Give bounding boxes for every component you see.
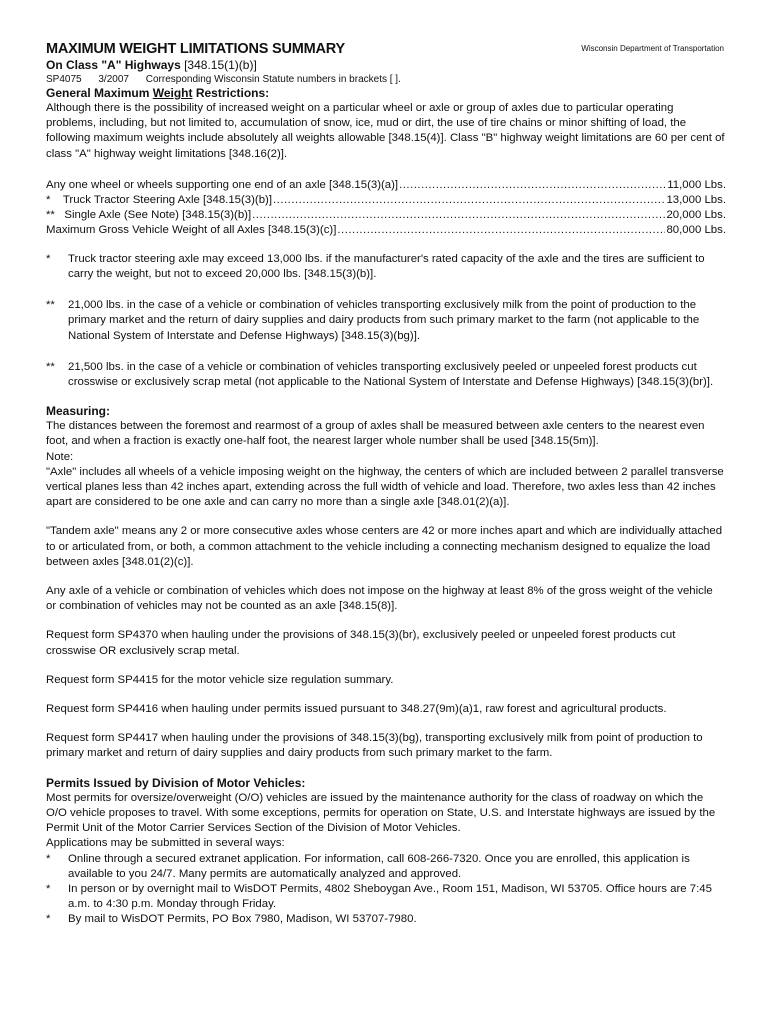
limit-row: * Truck Tractor Steering Axle [348.15(3)(b)] ..... 13,000 Lbs.: [46, 193, 726, 208]
form-meta: [46, 73, 726, 86]
limit-row: ** Single Axle (See Note) [348.15(3)(b)] ..... 20,000 Lbs.: [46, 208, 726, 223]
axle-definition: "Axle" includes all wheels of a vehicle imposing weight on the highway, the centers of which are included between 2 parallel transverse vertical planes less than 42 inches apart, extending across the full width of vehicle and load. Therefore, two axles less than 42 inches apart are considered to be one axle and can carry no more than a single axle [348.01(2)(a)].: [46, 465, 724, 509]
general-heading: General Maximum Weight Restrictions:: [46, 86, 270, 100]
note-milk: ** 21,000 lbs. in the case of a vehicle or combination of vehicles transporting exclusively milk from the point of production to the primary market and the return of dairy supplies and dairy products from such primary market to the farm (not applicable to the National System of Interstate and Defense Highways) [348.15(3)(bg)].: [46, 299, 700, 342]
request-sp4370: Request form SP4370 when hauling under the provisions of 348.15(3)(br), exclusively peeled or unpeeled forest products cut crosswise OR exclusively scrap metal.: [46, 629, 676, 657]
tandem-definition: "Tandem axle" means any 2 or more consecutive axles whose centers are 42 or more inches apart and which are individually attached to or articulated from, or both, a common attachment to the vehicle including a connecting mechanism designed to equalize the load between axles [348.01(2)(c)].: [46, 525, 723, 568]
statute-note: Corresponding Wisconsin Statute numbers in brackets [ ].: [145, 74, 401, 85]
permits-heading: Permits Issued by Division of Motor Vehicles:: [46, 775, 306, 790]
note-steering: * Truck tractor steering axle may exceed 13,000 lbs. if the manufacturer's rated capacity of the axle and the tires are sufficient to carry the weight, but not to exceed 20,000 lbs. [348.15(3)(b)].: [46, 252, 705, 281]
request-sp4417: Request form SP4417 when hauling under the provisions of 348.15(3)(bg), transporting exclusively milk from point of production to primary market and return of dairy supplies and dairy products from such primary market to the farm.: [46, 732, 703, 760]
request-sp4415: Request form SP4415 for the motor vehicle size regulation summary.: [46, 673, 394, 686]
permits-ways: Applications may be submitted in several ways:: [46, 837, 285, 850]
measuring-heading: Measuring:: [46, 404, 111, 419]
limit-row: Maximum Gross Vehicle Weight of all Axles [348.15(3)(c)] ..... 80,000 Lbs.: [46, 223, 726, 238]
note-label: Note:: [46, 450, 74, 463]
any-axle-text: Any axle of a vehicle or combination of vehicles which does not impose on the highway at least 8% of the gross weight of the vehicle or combination of vehicles may not be counted as an axle [348.15(8)].: [46, 585, 713, 613]
page-title: MAXIMUM WEIGHT LIMITATIONS SUMMARY: [46, 41, 346, 57]
permit-way-item: * Online through a secured extranet application. For information, call 608-266-7320. Once you are enrolled, this application is available to you 24/7. Many permits are automatically analyzed and approved.: [46, 852, 690, 880]
request-sp4416: Request form SP4416 when hauling under permits issued pursuant to 348.27(9m)(a)1, raw forest and agricultural products.: [46, 703, 667, 716]
general-text: Although there is the possibility of increased weight on a particular wheel or axle or group of axles due to particular operating problems, including, but not limited to, accumulation of snow, ice, mud or dirt, the use of tire chains or minor shifting of load, the following maximum weights include absolutely all weights allowable [348.15(4)]. Class "B" highway weight limitations are 60 per cent of class "A" highway weight limitations [348.16(2)].: [46, 102, 725, 160]
permits-text: Most permits for oversize/overweight (O/O) vehicles are issued by the maintenance authority for the class of roadway on which the O/O vehicle proposes to travel. With some exceptions, permits for operation on State, U.S. and Interstate highways are issued by the Permit Unit of the Motor Carrier Services Section of the Division of Motor Vehicles.: [46, 791, 716, 835]
subtitle: [46, 58, 726, 73]
document-page: [46, 40, 726, 928]
note-forest: ** 21,500 lbs. in the case of a vehicle or combination of vehicles transporting exclusively peeled or unpeeled forest products cut crosswise or exclusively scrap metal (not applicable to the National System of Interstate and Defense Highways) [348.15(3)(br)].: [46, 360, 714, 389]
permit-way-item: * By mail to WisDOT Permits, PO Box 7980, Madison, WI 53707-7980.: [46, 913, 417, 926]
agency-name: Wisconsin Department of Transportation: [581, 44, 724, 53]
limits-list: [46, 178, 726, 238]
form-date: 3/2007: [98, 74, 129, 85]
limit-row: Any one wheel or wheels supporting one end of an axle [348.15(3)(a)] ..... 11,000 Lbs.: [46, 178, 726, 193]
measuring-text: The distances between the foremost and rearmost of a group of axles shall be measured between axle centers to the nearest even foot, and when a fraction is exactly one-half foot, the nearest larger whole number shall be used [348.15(5m)].: [46, 420, 705, 448]
permit-way-item: * In person or by overnight mail to WisDOT Permits, 4802 Sheboygan Ave., Room 151, Madison, WI 53705. Office hours are 7:45 a.m. to 4:30 p.m. Monday through Friday.: [46, 882, 712, 911]
subtitle-ref: [348.15(1)(b)]: [184, 58, 257, 72]
form-number: SP4075: [46, 74, 82, 85]
subtitle-bold: On Class "A" Highways: [46, 58, 181, 72]
